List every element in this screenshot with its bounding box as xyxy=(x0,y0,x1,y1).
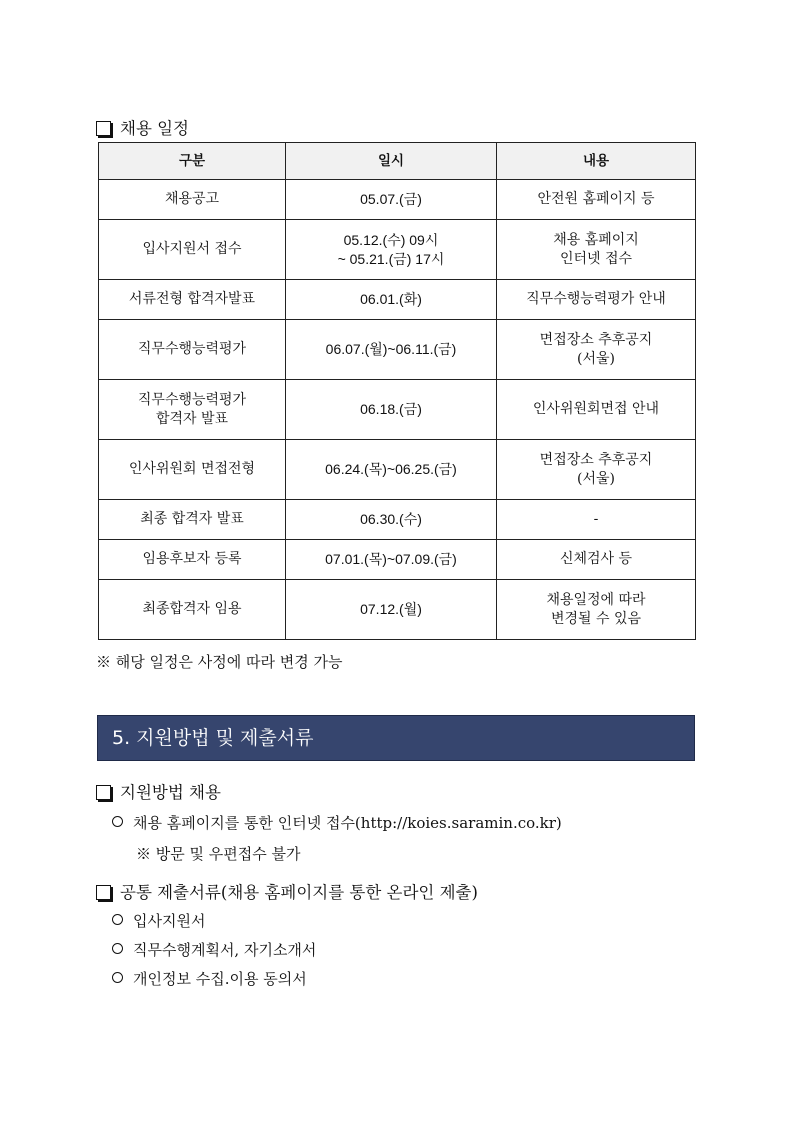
content-text: 면접장소 추후공지 xyxy=(539,451,653,468)
date-cell xyxy=(286,280,497,320)
doc-item xyxy=(112,939,316,960)
method-heading-text: 지원방법 채용 xyxy=(120,783,221,802)
category-cell xyxy=(99,580,286,640)
method-note: ※ 방문 및 우편접수 불가 xyxy=(136,845,301,863)
table-row xyxy=(99,320,696,380)
doc-item-text: 직무수행계획서, 자기소개서 xyxy=(133,941,317,959)
date-text: 06.18.(금) xyxy=(360,401,422,417)
content-text: 채용 홈페이지 xyxy=(553,231,639,248)
category-text: 직무수행능력평가 xyxy=(137,391,247,408)
schedule-heading xyxy=(96,115,189,139)
date-text: 06.24.(목)~06.25.(금) xyxy=(325,461,457,477)
date-text: 07.01.(목)~07.09.(금) xyxy=(325,551,457,567)
content-cell xyxy=(497,220,696,280)
category-cell xyxy=(99,500,286,540)
category-text: 합격자 발표 xyxy=(155,410,229,427)
content-text: 변경될 수 있음 xyxy=(550,610,642,627)
method-item-text: 채용 홈페이지를 통한 인터넷 접수(http://koies.saramin.co.kr) xyxy=(133,814,562,832)
date-cell xyxy=(286,500,497,540)
category-text: 입사지원서 접수 xyxy=(142,241,242,257)
circle-bullet-icon xyxy=(112,943,123,954)
schedule-table xyxy=(98,142,696,640)
table-header-row xyxy=(99,143,696,180)
content-cell xyxy=(497,580,696,640)
circle-bullet-icon xyxy=(112,914,123,925)
date-cell xyxy=(286,440,497,500)
content-text: - xyxy=(593,511,599,527)
category-text: 인사위원회 면접전형 xyxy=(128,461,256,477)
date-text: 05.07.(금) xyxy=(360,191,422,207)
category-cell xyxy=(99,180,286,220)
content-cell xyxy=(497,180,696,220)
table-row xyxy=(99,220,696,280)
date-cell xyxy=(286,180,497,220)
circle-bullet-icon xyxy=(112,816,123,827)
content-text: 인사위원회면접 안내 xyxy=(532,401,660,417)
date-text: 06.07.(월)~06.11.(금) xyxy=(325,341,457,357)
table-row xyxy=(99,540,696,580)
content-cell xyxy=(497,500,696,540)
date-text: 07.12.(월) xyxy=(360,601,422,617)
content-text: 신체검사 등 xyxy=(559,551,633,567)
content-cell xyxy=(497,440,696,500)
date-cell xyxy=(286,580,497,640)
content-text: 채용일정에 따라 xyxy=(546,591,646,608)
category-cell xyxy=(99,440,286,500)
docs-heading-text: 공통 제출서류(채용 홈페이지를 통한 온라인 제출) xyxy=(120,883,478,902)
checkbox-icon xyxy=(96,785,111,800)
doc-item xyxy=(112,968,307,989)
date-cell xyxy=(286,380,497,440)
category-text: 최종합격자 임용 xyxy=(142,601,242,617)
content-cell xyxy=(497,280,696,320)
content-text: (서울) xyxy=(577,470,615,487)
date-text: 06.01.(화) xyxy=(360,291,422,307)
schedule-title: 채용 일정 xyxy=(120,119,190,138)
category-cell xyxy=(99,380,286,440)
category-text: 최종 합격자 발표 xyxy=(140,511,244,527)
category-cell xyxy=(99,280,286,320)
date-text: 05.12.(수) 09시 xyxy=(343,231,439,248)
category-text: 임용후보자 등록 xyxy=(142,551,242,567)
column-header: 구분 xyxy=(99,143,286,180)
content-text: 직무수행능력평가 안내 xyxy=(526,291,666,307)
docs-heading xyxy=(96,879,478,903)
content-cell xyxy=(497,320,696,380)
table-row xyxy=(99,180,696,220)
table-row xyxy=(99,280,696,320)
category-cell xyxy=(99,320,286,380)
category-cell xyxy=(99,220,286,280)
table-row xyxy=(99,380,696,440)
category-text: 서류전형 합격자발표 xyxy=(128,291,256,307)
table-row xyxy=(99,580,696,640)
date-cell xyxy=(286,540,497,580)
category-text: 채용공고 xyxy=(164,191,220,207)
date-cell xyxy=(286,220,497,280)
content-text: 인터넷 접수 xyxy=(559,250,633,267)
method-item xyxy=(112,812,562,833)
category-cell xyxy=(99,540,286,580)
content-text: 안전원 홈페이지 등 xyxy=(537,191,655,207)
doc-item-text: 개인정보 수집.이용 동의서 xyxy=(133,970,307,988)
doc-item xyxy=(112,910,205,931)
schedule-note: ※ 해당 일정은 사정에 따라 변경 가능 xyxy=(96,653,343,671)
checkbox-icon xyxy=(96,885,111,900)
table-row xyxy=(99,440,696,500)
section-title-bar: 5. 지원방법 및 제출서류 xyxy=(97,715,695,761)
column-header: 일시 xyxy=(286,143,497,180)
table-row xyxy=(99,500,696,540)
circle-bullet-icon xyxy=(112,972,123,983)
content-text: (서울) xyxy=(577,350,615,367)
column-header: 내용 xyxy=(497,143,696,180)
checkbox-icon xyxy=(96,121,111,136)
date-text: 06.30.(수) xyxy=(360,511,422,527)
method-heading xyxy=(96,779,221,803)
category-text: 직무수행능력평가 xyxy=(137,341,247,357)
date-cell xyxy=(286,320,497,380)
content-text: 면접장소 추후공지 xyxy=(539,331,653,348)
doc-item-text: 입사지원서 xyxy=(133,912,206,930)
content-cell xyxy=(497,540,696,580)
content-cell xyxy=(497,380,696,440)
date-text: ~ 05.21.(금) 17시 xyxy=(337,250,445,267)
